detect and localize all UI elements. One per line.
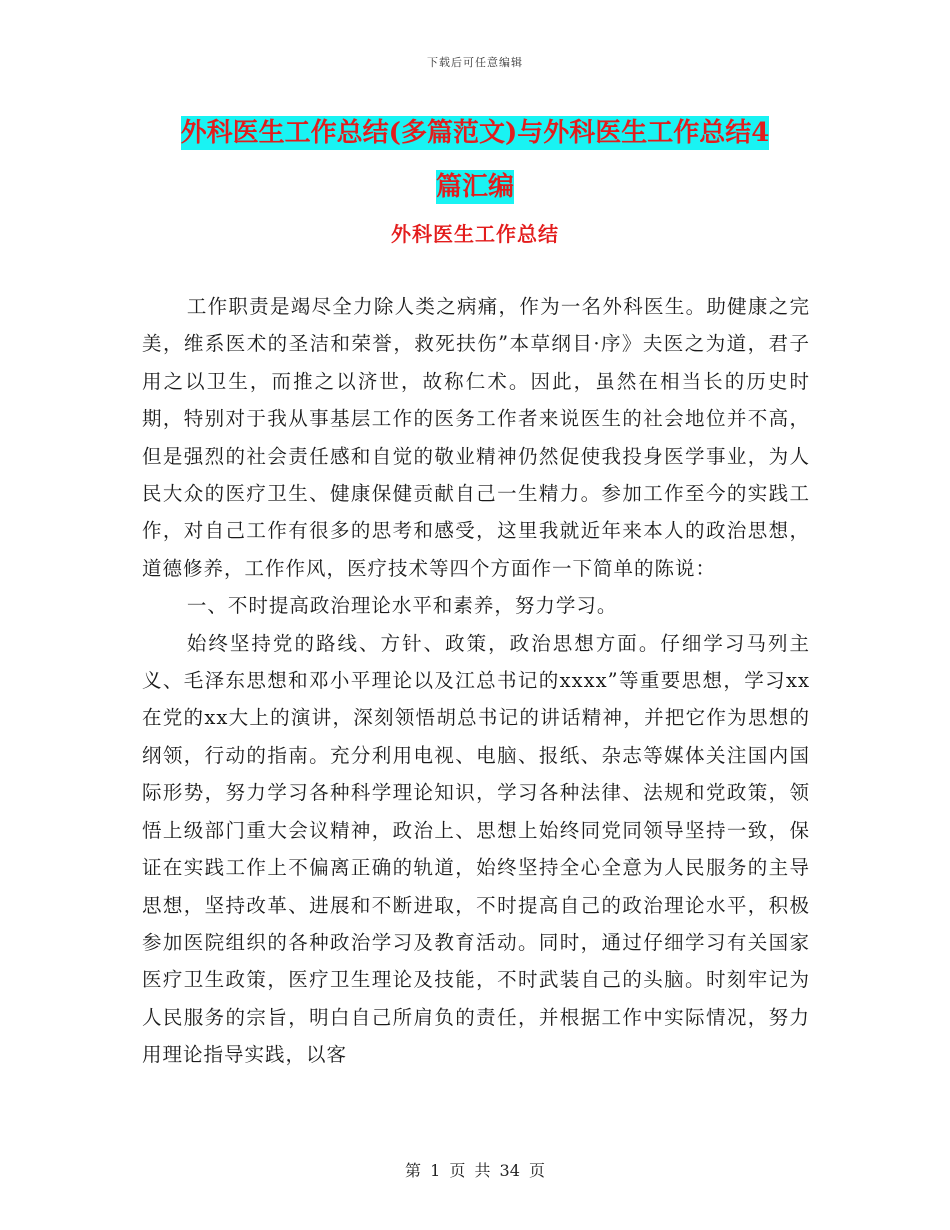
section-title: 外科医生工作总结 <box>391 222 559 246</box>
document-title-line-1: 外科医生工作总结(多篇范文)与外科医生工作总结4 <box>180 118 770 148</box>
paragraph-heading-one: 一、不时提高政治理论水平和素养，努力学习。 <box>186 594 618 618</box>
page-number-footer: 第 1 页 共 34 页 <box>405 1161 545 1180</box>
document-title <box>140 106 810 214</box>
paragraph-intro: 工作职责是竭尽全力除人类之病痛，作为一名外科医生。助健康之完美，维系医术的圣洁和荣誉，救死扶伤”本草纲目·序》夫医之为道，君子用之以卫生，而推之以济世，故称仁术。因此，虽然在相当长的历史时期，特别对于我从事基层工作的医务工作者来说医生的社会地位并不高，但是强烈的社会责任感和自觉的敬业精神仍然促使我投身医学事业，为人民大众的医疗卫生、健康保健贡献自己一生精力。参加工作至今的实践工作，对自己工作有很多的思考和感受，这里我就近年来本人的政治思想，道德修养，工作作风，医疗技术等四个方面作一下简单的陈说： <box>142 295 810 580</box>
paragraph-political-study: 始终坚持党的路线、方针、政策，政治思想方面。仔细学习马列主义、毛泽东思想和邓小平理论以及江总书记的xxxx”等重要思想，学习xx在党的xx大上的演讲，深刻领悟胡总书记的讲话精神，并把它作为思想的纲领，行动的指南。充分利用电视、电脑、报纸、杂志等媒体关注国内国际形势，努力学习各种科学理论知识，学习各种法律、法规和党政策，领悟上级部门重大会议精神，政治上、思想上始终同党同领导坚持一致，保证在实践工作上不偏离正确的轨道，始终坚持全心全意为人民服务的主导思想，坚持改革、进展和不断进取，不时提高自己的政治理论水平，积极参加医院组织的各种政治学习及教育活动。同时，通过仔细学习有关国家医疗卫生政策，医疗卫生理论及技能，不时武装自己的头脑。时刻牢记为人民服务的宗旨，明白自己所肩负的责任，并根据工作中实际情况，努力用理论指导实践，以客 <box>142 631 810 1067</box>
document-title-line-2: 篇汇编 <box>435 172 514 202</box>
document-body <box>142 288 810 1074</box>
header-note: 下载后可任意编辑 <box>427 56 523 69</box>
